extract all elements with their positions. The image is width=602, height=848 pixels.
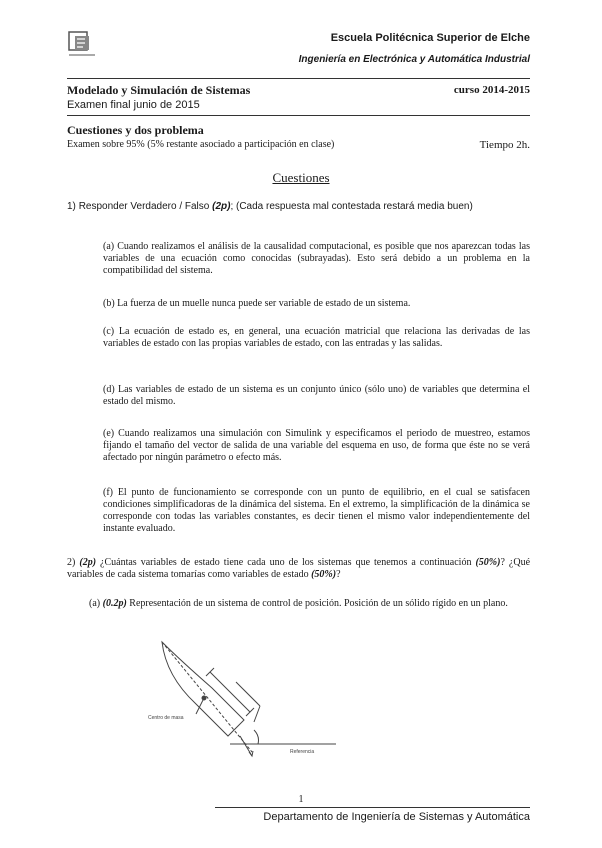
course-year: curso 2014-2015 bbox=[453, 84, 530, 96]
reference-label: Referencia bbox=[290, 749, 315, 755]
question-1-number: 1) bbox=[67, 201, 76, 212]
question-2a-label: (a) bbox=[89, 598, 101, 609]
question-2-text-3: ? bbox=[336, 569, 341, 580]
rigid-body-diagram bbox=[140, 632, 340, 772]
question-2-points: (2p) bbox=[79, 557, 97, 568]
course-title: Modelado y Simulación de Sistemas bbox=[67, 83, 251, 97]
item-text: El punto de funcionamiento se corresponde con un punto de equilibrio, en el cual se satisfacen condiciones simplificadoras de la dinámica del sistema. En el extremo, la simplificación de la dinámica se corresponde con todas las variables constantes, es decir tienen el mismo valor independientemente del instante evaluado. bbox=[103, 487, 530, 534]
cuestiones-heading: Cuestiones bbox=[272, 170, 330, 185]
item-text: Las variables de estado de un sistema es un conjunto único (sólo uno) de variables que determina el estado del mismo. bbox=[103, 384, 530, 407]
exam-date: Examen final junio de 2015 bbox=[67, 99, 200, 111]
exam-note: Examen sobre 95% (5% restante asociado a participación en clase) bbox=[67, 139, 335, 150]
header-divider bbox=[67, 78, 530, 79]
exam-time: Tiempo 2h. bbox=[479, 139, 530, 151]
question-2-pct-1: (50%) bbox=[475, 557, 501, 568]
item-text: La ecuación de estado es, en general, una ecuación matricial que relaciona las derivadas de las variables de estado con las propias variables de estado, con las entradas y las salidas. bbox=[103, 326, 530, 349]
item-text: Cuando realizamos el análisis de la causalidad computacional, es posible que nos aparezcan todas las variables de una ecuación como conocidas (subrayadas). Esto será debido a un problema en la compatibilidad del sistema. bbox=[103, 241, 530, 276]
item-label: (f) bbox=[103, 487, 113, 498]
department-name: Departamento de Ingeniería de Sistemas y Automática bbox=[263, 811, 530, 823]
list-item bbox=[103, 487, 530, 535]
question-2-number: 2) bbox=[67, 557, 76, 568]
footer-divider bbox=[215, 807, 530, 808]
item-label: (a) bbox=[103, 241, 115, 252]
question-2a-points: (0.2p) bbox=[102, 598, 127, 609]
subheader-divider bbox=[67, 115, 530, 116]
question-2-text-2: ? ¿Qué variables de cada sistema tomarías como variables de estado bbox=[67, 557, 531, 580]
question-1-text: Responder Verdadero / Falso bbox=[78, 201, 210, 212]
section-title: Cuestiones y dos problema bbox=[67, 123, 204, 137]
question-1 bbox=[67, 201, 473, 212]
item-label: (d) bbox=[103, 384, 115, 395]
center-of-mass-label: Centro de masa bbox=[148, 715, 184, 721]
list-item bbox=[103, 326, 530, 350]
question-2 bbox=[67, 557, 530, 581]
item-text: Cuando realizamos una simulación con Simulink y especificamos el periodo de muestreo, estamos fijando el tamaño del vector de salida de una variable del esquema en uso, de forma que éste no se verá afectado por ningún parámetro o efecto más. bbox=[103, 428, 531, 463]
item-label: (c) bbox=[103, 326, 115, 337]
item-text: La fuerza de un muelle nunca puede ser variable de estado de un sistema. bbox=[117, 298, 411, 309]
list-item bbox=[103, 384, 530, 408]
item-label: (e) bbox=[103, 428, 115, 439]
question-1-note: ; (Cada respuesta mal contestada restará media buen) bbox=[230, 201, 473, 212]
page-number: 1 bbox=[298, 794, 304, 805]
item-label: (b) bbox=[103, 298, 115, 309]
list-item bbox=[103, 428, 530, 464]
university-logo bbox=[67, 30, 97, 60]
school-name: Escuela Politécnica Superior de Elche bbox=[330, 32, 530, 44]
list-item bbox=[103, 241, 530, 277]
question-2-text-1: ¿Cuántas variables de estado tiene cada uno de los sistemas que tenemos a continuación bbox=[100, 557, 472, 568]
degree-name: Ingeniería en Electrónica y Automática Industrial bbox=[298, 54, 530, 65]
list-item bbox=[103, 298, 530, 310]
question-2a bbox=[67, 598, 530, 610]
question-2-pct-2: (50%) bbox=[311, 569, 337, 580]
question-1-points: (2p) bbox=[212, 201, 231, 212]
question-2a-text: Representación de un sistema de control de posición. Posición de un sólido rígido en un plano. bbox=[129, 598, 508, 609]
